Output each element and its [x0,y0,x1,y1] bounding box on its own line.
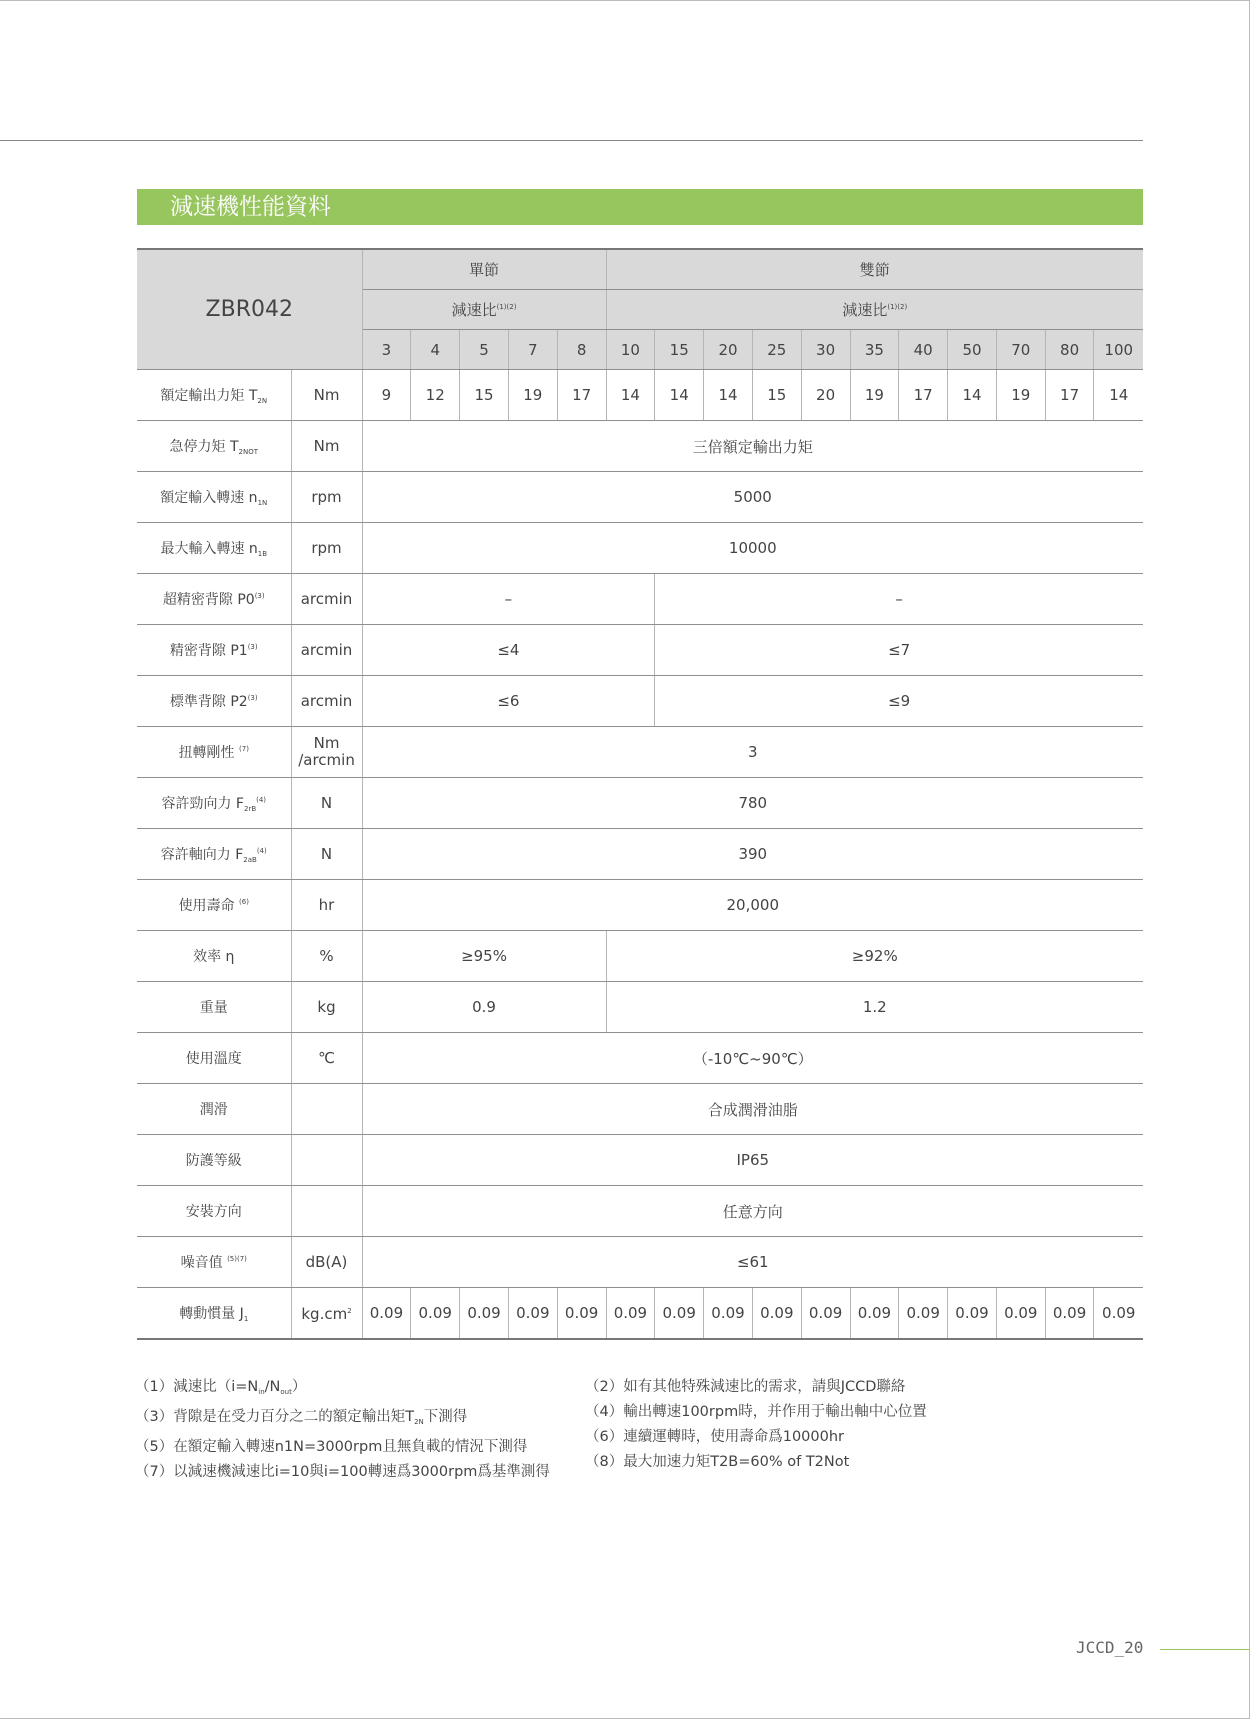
row-value: 5000 [362,472,1143,523]
row-label: 轉動慣量 $J_1$ [137,1288,291,1340]
ratio-cell: 3 [362,330,411,370]
ratio-cell: 4 [411,330,460,370]
ratio-cell: 30 [801,330,850,370]
row-value-double: ≤9 [655,676,1143,727]
footnotes-right [585,1375,927,1475]
footnote-1: （1）減速比$(i=N_{in}/N_{out})$ [135,1379,307,1396]
inertia-value-cell: 0.09 [1045,1288,1094,1340]
inertia-value-cell: 0.09 [801,1288,850,1340]
row-label: 超精密背隙 P0$^{(3)}$ [137,574,291,625]
row-label: 精密背隙 P1$^{(3)}$ [137,625,291,676]
inertia-value-cell: 0.09 [362,1288,411,1340]
row-label: 使用溫度 [137,1033,291,1084]
ratio-cell: 15 [655,330,704,370]
torque-value-cell: 9 [362,370,411,421]
inertia-value-cell: 0.09 [752,1288,801,1340]
footnote-6: （6）連續運轉時，使用壽命爲10000hr [585,1429,845,1445]
torque-value-cell: 19 [508,370,557,421]
row-unit: ℃ [291,1033,362,1084]
row-label: 防護等級 [137,1135,291,1186]
row-value-single: ≥95% [362,931,606,982]
ratio-header-single: 減速比$^{(1)(2)}$ [362,290,606,330]
row-unit: kg [291,982,362,1033]
row-label: 容許勁向力 $F_{2rB}^{(4)}$ [137,778,291,829]
torque-value-cell: 14 [606,370,655,421]
torque-value-cell: 12 [411,370,460,421]
torque-value-cell: 15 [752,370,801,421]
ratio-cell: 80 [1045,330,1094,370]
row-value: ≤61 [362,1237,1143,1288]
footnote-4: （4）輸出轉速100rpm時，并作用于輸出軸中心位置 [585,1404,927,1420]
row-label: 噪音值 $^{(5)(7)}$ [137,1237,291,1288]
row-label: 最大輸入轉速 $n_{1B}$ [137,523,291,574]
header-divider [0,140,1143,141]
footnote-3: （3）背隙是在受力百分之二的額定輸出矩$T_{2N}$下測得 [135,1409,468,1426]
ratio-cell: 8 [557,330,606,370]
footnote-2: （2）如有其他特殊減速比的需求，請與JCCD聯絡 [585,1379,906,1395]
row-value-single: ≤6 [362,676,655,727]
performance-table [137,248,1143,1340]
row-unit [291,1135,362,1186]
inertia-value-cell: 0.09 [557,1288,606,1340]
footer-accent-line [1160,1649,1250,1650]
row-unit: arcmin [291,574,362,625]
single-stage-header: 單節 [362,249,606,290]
inertia-value-cell: 0.09 [655,1288,704,1340]
footnote-5: （5）在額定輸入轉速n1N=3000rpm且無負載的情況下測得 [135,1439,528,1455]
row-value: （-10℃~90℃） [362,1033,1143,1084]
ratio-cell: 5 [460,330,509,370]
row-label: 標準背隙 P2$^{(3)}$ [137,676,291,727]
ratio-cell: 7 [508,330,557,370]
footnote-7: （7）以減速機減速比i=10與i=100轉速爲3000rpm爲基準測得 [135,1464,550,1480]
ratio-header-double: 減速比$^{(1)(2)}$ [606,290,1143,330]
double-stage-header: 雙節 [606,249,1143,290]
row-value: 10000 [362,523,1143,574]
row-label: 額定輸入轉速 $n_{1N}$ [137,472,291,523]
torque-value-cell: 14 [655,370,704,421]
row-value-double: – [655,574,1143,625]
inertia-value-cell: 0.09 [704,1288,753,1340]
torque-value-cell: 14 [948,370,997,421]
row-label: 容許軸向力 $F_{2aB}^{(4)}$ [137,829,291,880]
row-value-double: ≥92% [606,931,1143,982]
inertia-value-cell: 0.09 [606,1288,655,1340]
row-unit: N [291,778,362,829]
inertia-value-cell: 0.09 [899,1288,948,1340]
ratio-cell: 20 [704,330,753,370]
ratio-cell: 10 [606,330,655,370]
ratio-cell: 40 [899,330,948,370]
row-unit [291,1084,362,1135]
row-label: 扭轉剛性 $^{(7)}$ [137,727,291,778]
page-number: JCCD_20 [1076,1638,1144,1657]
torque-value-cell: 20 [801,370,850,421]
inertia-value-cell: 0.09 [411,1288,460,1340]
row-label: 使用壽命 $^{(6)}$ [137,880,291,931]
ratio-cell: 70 [996,330,1045,370]
row-value-double: 1.2 [606,982,1143,1033]
row-unit: N [291,829,362,880]
row-unit: $kg.cm^2$ [291,1288,362,1340]
row-unit: arcmin [291,625,362,676]
row-value: 任意方向 [362,1186,1143,1237]
ratio-cell: 100 [1094,330,1143,370]
row-value-single: ≤4 [362,625,655,676]
inertia-value-cell: 0.09 [850,1288,899,1340]
row-unit: rpm [291,523,362,574]
torque-value-cell: 17 [899,370,948,421]
ratio-cell: 35 [850,330,899,370]
row-unit: hr [291,880,362,931]
row-label: 潤滑 [137,1084,291,1135]
row-unit: arcmin [291,676,362,727]
footnote-8: （8）最大加速力矩T2B=60% of T2Not [585,1454,850,1470]
row-value: 合成潤滑油脂 [362,1084,1143,1135]
row-label: 效率 η [137,931,291,982]
row-value-double: ≤7 [655,625,1143,676]
inertia-value-cell: 0.09 [948,1288,997,1340]
row-unit: Nm [291,370,362,421]
ratio-cell: 50 [948,330,997,370]
row-unit: % [291,931,362,982]
row-label: 重量 [137,982,291,1033]
inertia-value-cell: 0.09 [996,1288,1045,1340]
row-unit: dB(A) [291,1237,362,1288]
footnotes-left [135,1375,550,1485]
inertia-value-cell: 0.09 [508,1288,557,1340]
row-value: 780 [362,778,1143,829]
row-value-single: – [362,574,655,625]
torque-value-cell: 14 [1094,370,1143,421]
torque-value-cell: 17 [1045,370,1094,421]
inertia-value-cell: 0.09 [460,1288,509,1340]
torque-value-cell: 19 [850,370,899,421]
row-label: 額定輸出力矩 $T_{2N}$ [137,370,291,421]
row-label: 急停力矩 $T_{2NOT}$ [137,421,291,472]
torque-value-cell: 14 [704,370,753,421]
row-unit: Nm [291,421,362,472]
row-value: 三倍額定輸出力矩 [362,421,1143,472]
torque-value-cell: 17 [557,370,606,421]
row-unit: Nm /arcmin [291,727,362,778]
row-unit [291,1186,362,1237]
inertia-value-cell: 0.09 [1094,1288,1143,1340]
model-name: ZBR042 [137,249,362,370]
row-value: 3 [362,727,1143,778]
row-value: 390 [362,829,1143,880]
row-label: 安裝方向 [137,1186,291,1237]
section-title: 減速機性能資料 [137,189,1143,225]
page-frame-top [0,0,1250,1]
row-value: IP65 [362,1135,1143,1186]
torque-value-cell: 19 [996,370,1045,421]
ratio-cell: 25 [752,330,801,370]
torque-value-cell: 15 [460,370,509,421]
row-unit: rpm [291,472,362,523]
row-value-single: 0.9 [362,982,606,1033]
row-value: 20,000 [362,880,1143,931]
